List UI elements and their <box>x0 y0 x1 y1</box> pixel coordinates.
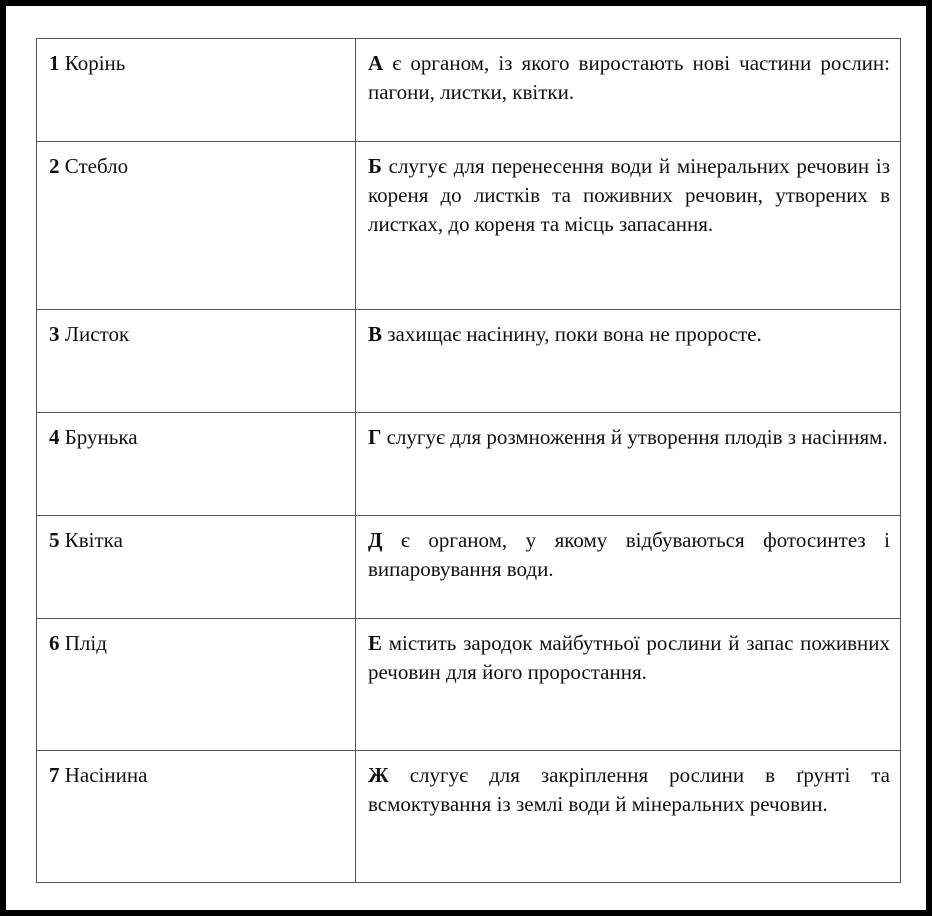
organ-name: Стебло <box>64 154 129 178</box>
organ-name: Корінь <box>64 51 126 75</box>
organ-cell <box>37 413 356 516</box>
function-cell <box>356 39 901 142</box>
function-cell <box>356 516 901 619</box>
organ-number: 4 <box>49 425 60 449</box>
document-page <box>6 6 926 910</box>
function-cell <box>356 619 901 751</box>
function-letter: Г <box>368 425 382 449</box>
function-cell <box>356 413 901 516</box>
function-cell <box>356 310 901 413</box>
organ-number: 7 <box>49 763 60 787</box>
function-text: захищає насінину, поки вона не проросте. <box>387 322 762 346</box>
organ-number: 5 <box>49 528 60 552</box>
organ-number: 3 <box>49 322 60 346</box>
function-letter: В <box>368 322 383 346</box>
table-row <box>37 751 901 883</box>
function-text: слугує для закріплення рослини в ґрунті та всмоктування із землі води й мінеральних речовин. <box>368 763 891 816</box>
organ-cell <box>37 39 356 142</box>
function-text: є органом, із якого виростають нові частини рослин: пагони, листки, квітки. <box>368 51 890 104</box>
function-letter: Б <box>368 154 382 178</box>
organ-name: Листок <box>64 322 130 346</box>
table-row <box>37 310 901 413</box>
function-text: слугує для перенесення води й мінеральних речовин із кореня до листків та поживних речовин, утворених в листках, до кореня та місць запасання. <box>368 154 890 236</box>
organ-number: 6 <box>49 631 60 655</box>
function-text: є органом, у якому відбуваються фотосинтез і випаровування води. <box>368 528 890 581</box>
table-row <box>37 619 901 751</box>
function-text: слугує для розмноження й утворення плодів з насінням. <box>386 425 888 449</box>
function-text: містить зародок майбутньої рослини й запас поживних речовин для його проростання. <box>368 631 891 684</box>
organ-cell <box>37 619 356 751</box>
organ-cell <box>37 142 356 310</box>
function-letter: Е <box>368 631 383 655</box>
organ-number: 2 <box>49 154 60 178</box>
organ-cell <box>37 751 356 883</box>
matching-table <box>36 38 901 883</box>
organ-cell <box>37 516 356 619</box>
organ-name: Квітка <box>64 528 123 552</box>
function-cell <box>356 751 901 883</box>
function-letter: А <box>368 51 384 75</box>
function-letter: Ж <box>368 763 389 787</box>
table-row <box>37 39 901 142</box>
table-row <box>37 516 901 619</box>
organ-number: 1 <box>49 51 60 75</box>
function-letter: Д <box>368 528 383 552</box>
organ-cell <box>37 310 356 413</box>
function-cell <box>356 142 901 310</box>
table-row <box>37 413 901 516</box>
organ-name: Плід <box>64 631 107 655</box>
table-row <box>37 142 901 310</box>
organ-name: Насінина <box>64 763 148 787</box>
organ-name: Брунька <box>64 425 138 449</box>
